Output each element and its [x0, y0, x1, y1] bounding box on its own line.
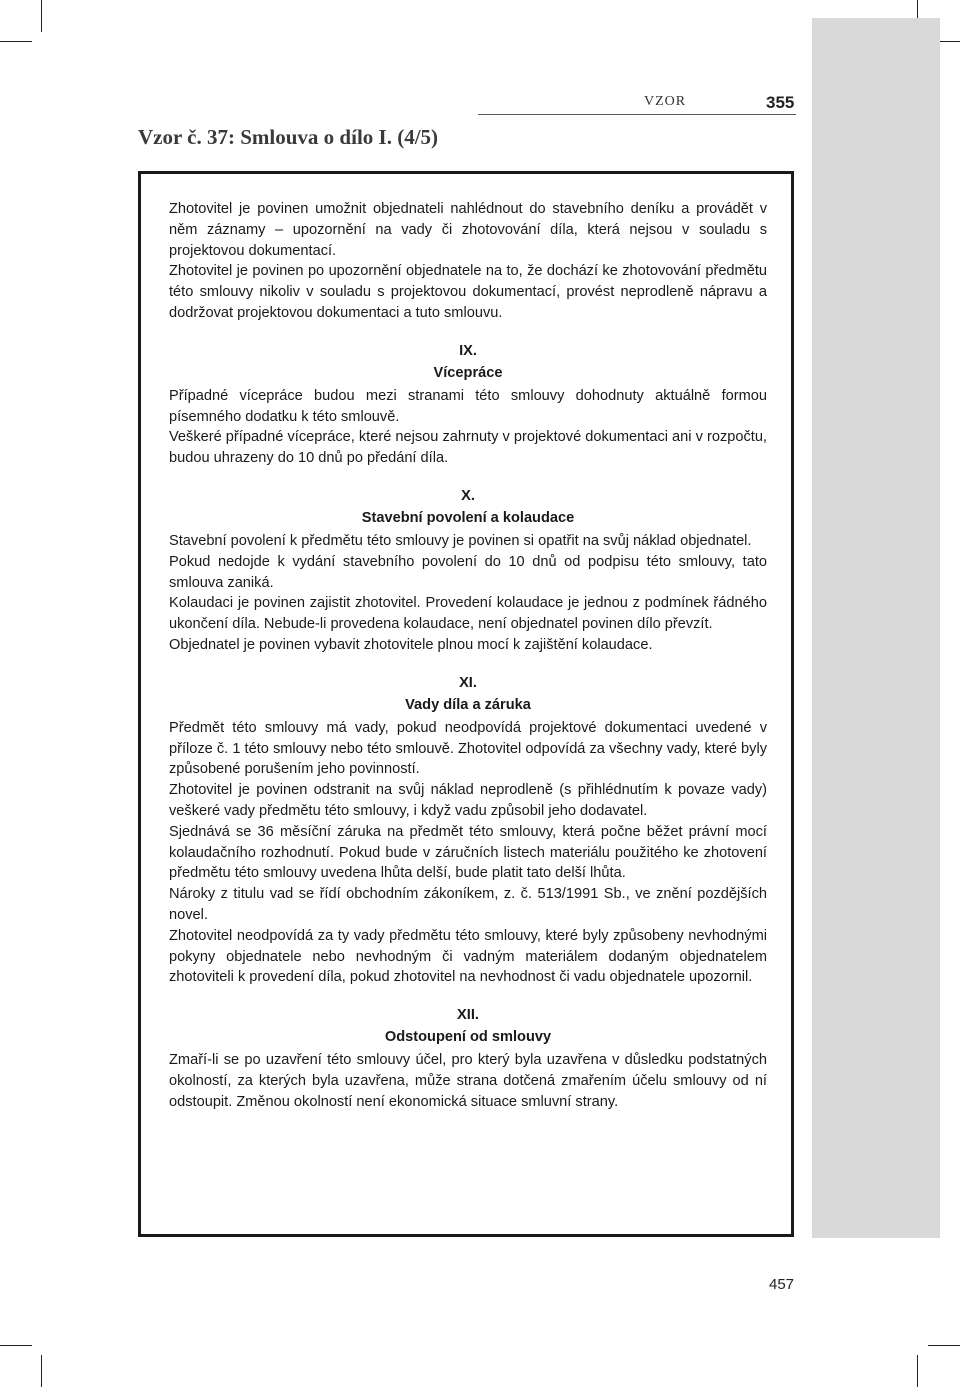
footer-page-number: 457 — [769, 1276, 795, 1293]
section-paragraph: Pokud nedojde k vydání stavebního povolení do 10 dnů od podpisu této smlouvy, tato smlouva zaniká. — [169, 553, 767, 591]
section-x — [169, 485, 767, 656]
crop-mark — [0, 1345, 32, 1346]
section-paragraph: Stavební povolení k předmětu této smlouvy je povinen si opatřit na svůj náklad objednatel. — [169, 532, 752, 549]
crop-mark — [41, 0, 42, 32]
section-paragraph: Předmět této smlouvy má vady, pokud neodpovídá projektové dokumentaci uvedené v příloze č. 1 této smlouvy nebo této smlouvě. Zhotovitel odpovídá za všechny vady, které byly způsobené porušením jeho povinností. — [169, 719, 767, 778]
contract-frame — [138, 171, 794, 1237]
crop-mark — [928, 1345, 960, 1346]
section-xii — [169, 1004, 767, 1112]
section-paragraph: Sjednává se 36 měsíční záruka na předmět této smlouvy, která počne běžet právní mocí kolaudačního rozhodnutí. Pokud bude v záručních listech materiálu použitého ke zhotovení předmětu této smlouvy uvedena lhůta delší, bude platit tato delší lhůta. — [169, 823, 767, 882]
section-paragraph: Veškeré případné vícepráce, které nejsou zahrnuty v projektové dokumentaci ani v rozpočtu, budou uhrazeny do 10 dnů po předání díla. — [169, 429, 767, 467]
section-number: XI. — [459, 674, 477, 691]
intro-paragraph: Zhotovitel je povinen po upozornění objednatele na to, že dochází ke zhotovování předmětu této smlouvy nikoliv v souladu s projektovou dokumentací, provést neprodleně nápravu a dodržovat projektovou dokumentaci a tuto smlouvu. — [169, 263, 767, 321]
section-paragraph: Objednatel je povinen vybavit zhotovitele plnou mocí k zajištění kolaudace. — [169, 636, 653, 653]
side-tab — [812, 18, 940, 1238]
section-number: IX. — [459, 342, 477, 359]
contract-body — [169, 199, 767, 1113]
section-title: Vady díla a záruka — [405, 696, 531, 713]
header-label: VZOR — [644, 94, 687, 109]
section-xi — [169, 672, 767, 988]
header-rule — [478, 114, 796, 115]
section-number: X. — [461, 487, 475, 504]
section-paragraph: Nároky z titulu vad se řídí obchodním zákoníkem, z. č. 513/1991 Sb., ve znění pozdějších novel. — [169, 886, 767, 923]
section-paragraph: Zhotovitel je povinen odstranit na svůj náklad neprodleně (s přihlédnutím k povaze vady) veškeré vady předmětu této smlouvy, i když vadu způsobil jeho dodavatel. — [169, 782, 767, 819]
section-paragraph: Kolaudaci je povinen zajistit zhotovitel. Provedení kolaudace je jednou z podmínek řádného ukončení díla. Nebude-li provedena kolaudace, není objednatel povinen dílo převzít. — [169, 595, 767, 633]
crop-mark — [917, 1355, 918, 1387]
section-title: Stavební povolení a kolaudace — [361, 509, 575, 526]
section-paragraph: Zhotovitel neodpovídá za ty vady předmětu této smlouvy, které byly způsobeny nevhodnými pokyny objednatele nebo nevhodným či vadným materiálem dodaným objednatelem zhotoviteli k provedení díla, pokud zhotovitel na nevhodnost či vadu objednatele upozornil. — [169, 927, 767, 986]
section-title: Odstoupení od smlouvy — [384, 1029, 552, 1046]
document-title: Vzor č. 37: Smlouva o dílo I. (4/5) — [138, 125, 439, 149]
header-page-number: 355 — [766, 93, 795, 112]
section-title: Vícepráce — [433, 364, 503, 381]
section-ix — [169, 340, 767, 469]
intro-paragraph: Zhotovitel je povinen umožnit objednateli nahlédnout do stavebního deníku a provádět v něm záznamy – upozornění na vady či zhotovování díla, která nejsou v souladu s projektovou dokumentací. — [169, 201, 767, 259]
section-paragraph: Zmaří-li se po uzavření této smlouvy účel, pro který byla uzavřena v důsledku podstatných okolností, za kterých byla uzavřena, může strana dotčená zmařením účelu smlouvy od ní odstoupit. Změnou okolností není ekonomická situace smluvní strany. — [169, 1052, 767, 1110]
crop-mark — [0, 41, 32, 42]
section-paragraph: Případné vícepráce budou mezi stranami této smlouvy dohodnuty aktuálně formou písemného dodatku k této smlouvě. — [169, 387, 767, 425]
section-number: XII. — [457, 1007, 479, 1024]
crop-mark — [41, 1355, 42, 1387]
